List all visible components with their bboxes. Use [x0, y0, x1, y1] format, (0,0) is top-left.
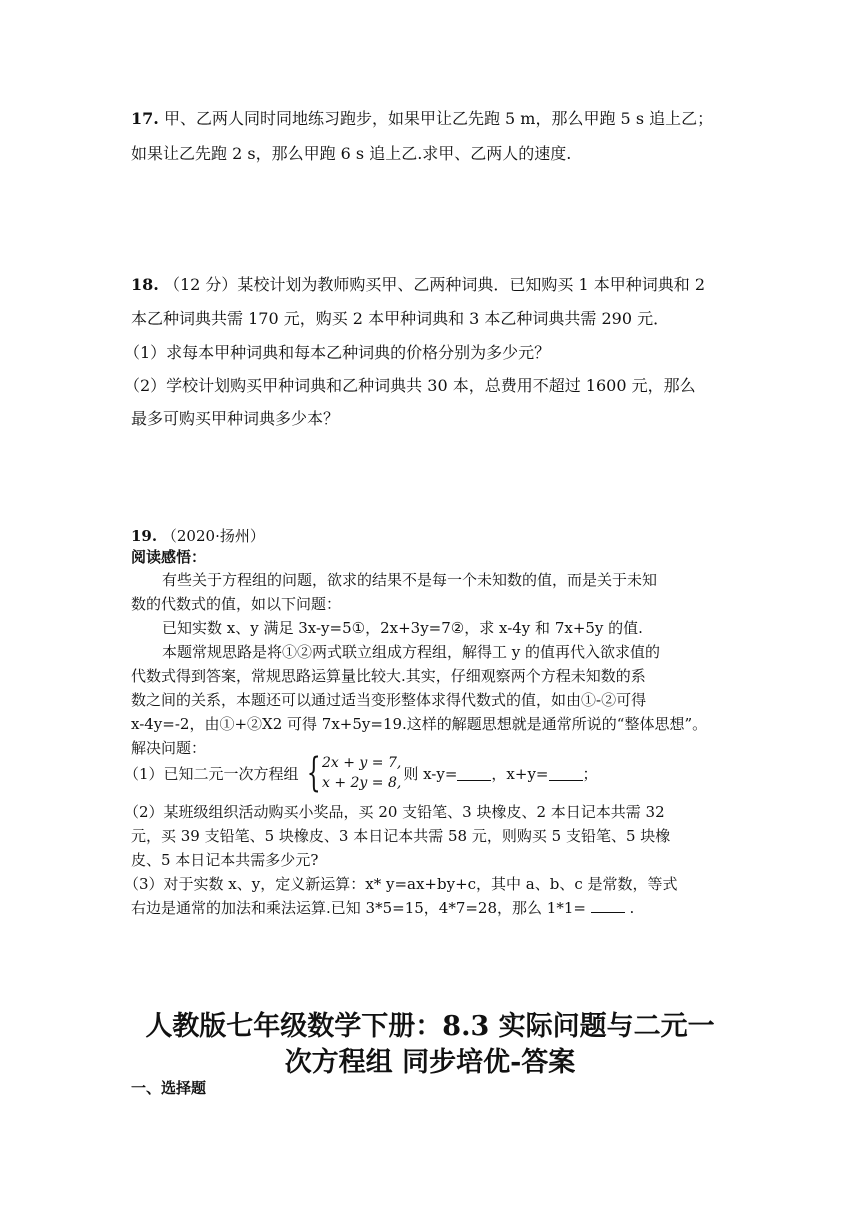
- q19-para-6: 数之间的关系，本题还可以通过适当变形整体求得代数式的值，如由①-②可得: [131, 691, 647, 709]
- q18-line4: （2）学校计划购买甲种词典和乙种词典共 30 本，总费用不超过 1600 元，那么: [124, 376, 696, 395]
- equation-system: [301, 750, 402, 796]
- q19-para-2: 数的代数式的值，如以下问题：: [131, 595, 342, 613]
- q18-line1: [131, 272, 705, 295]
- q19-sub1-mid: 则 x-y=: [403, 764, 458, 783]
- q19-para-3: 已知实数 x、y 满足 3x-y=5①，2x+3y=7②，求 x-4y 和 7x+5y 的值.: [162, 619, 643, 637]
- q19-source: （2020·扬州）: [161, 527, 265, 545]
- answer-blank-2[interactable]: [549, 766, 583, 781]
- q19-para-8: 解决问题：: [131, 739, 207, 757]
- q19-header: [131, 525, 265, 546]
- answer-blank-1[interactable]: [457, 766, 491, 781]
- system-eq-1: 2x + y = 7,: [322, 755, 402, 771]
- q17-number: 17.: [131, 109, 159, 128]
- q19-sub2-line3: 皮、5 本日记本共需多少元?: [131, 851, 319, 869]
- q19-sub1: [124, 750, 598, 796]
- q19-para-1: 有些关于方程组的问题，欲求的结果不是每一个未知数的值，而是关于未知: [162, 571, 658, 589]
- q19-para-5: 代数式得到答案，常规思路运算量比较大.其实，仔细观察两个方程未知数的系: [131, 667, 646, 685]
- q19-para-7: x-4y=-2，由①+②X2 可得 7x+5y=19.这样的解题思想就是通常所说的“整体思想”。: [131, 715, 708, 733]
- q19-sub2-line2: 元，买 39 支铅笔、5 块橡皮、3 本日记本共需 58 元，则购买 5 支铅笔、5 块橡: [131, 827, 671, 845]
- q18-line2: 本乙种词典共需 170 元，购买 2 本甲种词典和 3 本乙种词典共需 290 元．: [131, 309, 670, 328]
- q19-para-4: 本题常规思路是将①②两式联立组成方程组，解得工 y 的值再代入欲求值的: [162, 643, 661, 661]
- q18-line5: 最多可购买甲种词典多少本？: [131, 409, 340, 428]
- q19-sub1-prefix: （1）已知二元一次方程组: [124, 764, 299, 783]
- q19-sub3-end: .: [629, 899, 635, 917]
- answer-blank-3[interactable]: [591, 898, 625, 913]
- answer-title-line2: 次方程组 同步培优-答案: [284, 1047, 576, 1078]
- q17-line1: [131, 106, 713, 129]
- q19-sub3-text: 右边是通常的加法和乘法运算.已知 3*5=15，4*7=28，那么 1*1=: [131, 899, 586, 917]
- q17-text-1: 甲、乙两人同时同地练习跑步，如果甲让乙先跑 5 m，那么甲跑 5 s 追上乙；: [163, 109, 714, 128]
- brace-glyph: {: [306, 750, 321, 796]
- q18-line3: （1）求每本甲种词典和每本乙种词典的价格分别为多少元？: [124, 343, 551, 362]
- q19-sub2-line1: （2）某班级组织活动购买小奖品，买 20 支铅笔、3 块橡皮、2 本日记本共需 32: [124, 803, 665, 821]
- q19-sub1-sep: ，x+y=: [491, 764, 549, 783]
- system-eq-2: x + 2y = 8,: [322, 775, 402, 791]
- answer-title-line1: 人教版七年级数学下册：8.3 实际问题与二元一: [145, 1011, 715, 1042]
- q18-number: 18.: [131, 275, 159, 294]
- q17-line2: 如果让乙先跑 2 s，那么甲跑 6 s 追上乙.求甲、乙两人的速度.: [131, 144, 572, 163]
- q19-heading-read: 阅读感悟：: [131, 548, 207, 566]
- q19-sub3-line1: （3）对于实数 x、y，定义新运算：x* y=ax+by+c，其中 a、b、c 是常数，等式: [124, 875, 678, 893]
- section-heading: 一、选择题: [131, 1079, 207, 1097]
- q19-number: 19.: [131, 527, 158, 545]
- q18-text-1: （12 分）某校计划为教师购买甲、乙两种词典．已知购买 1 本甲种词典和 2: [163, 275, 706, 294]
- q19-sub3-line2: [131, 897, 634, 918]
- q19-sub1-end: ；: [582, 764, 598, 783]
